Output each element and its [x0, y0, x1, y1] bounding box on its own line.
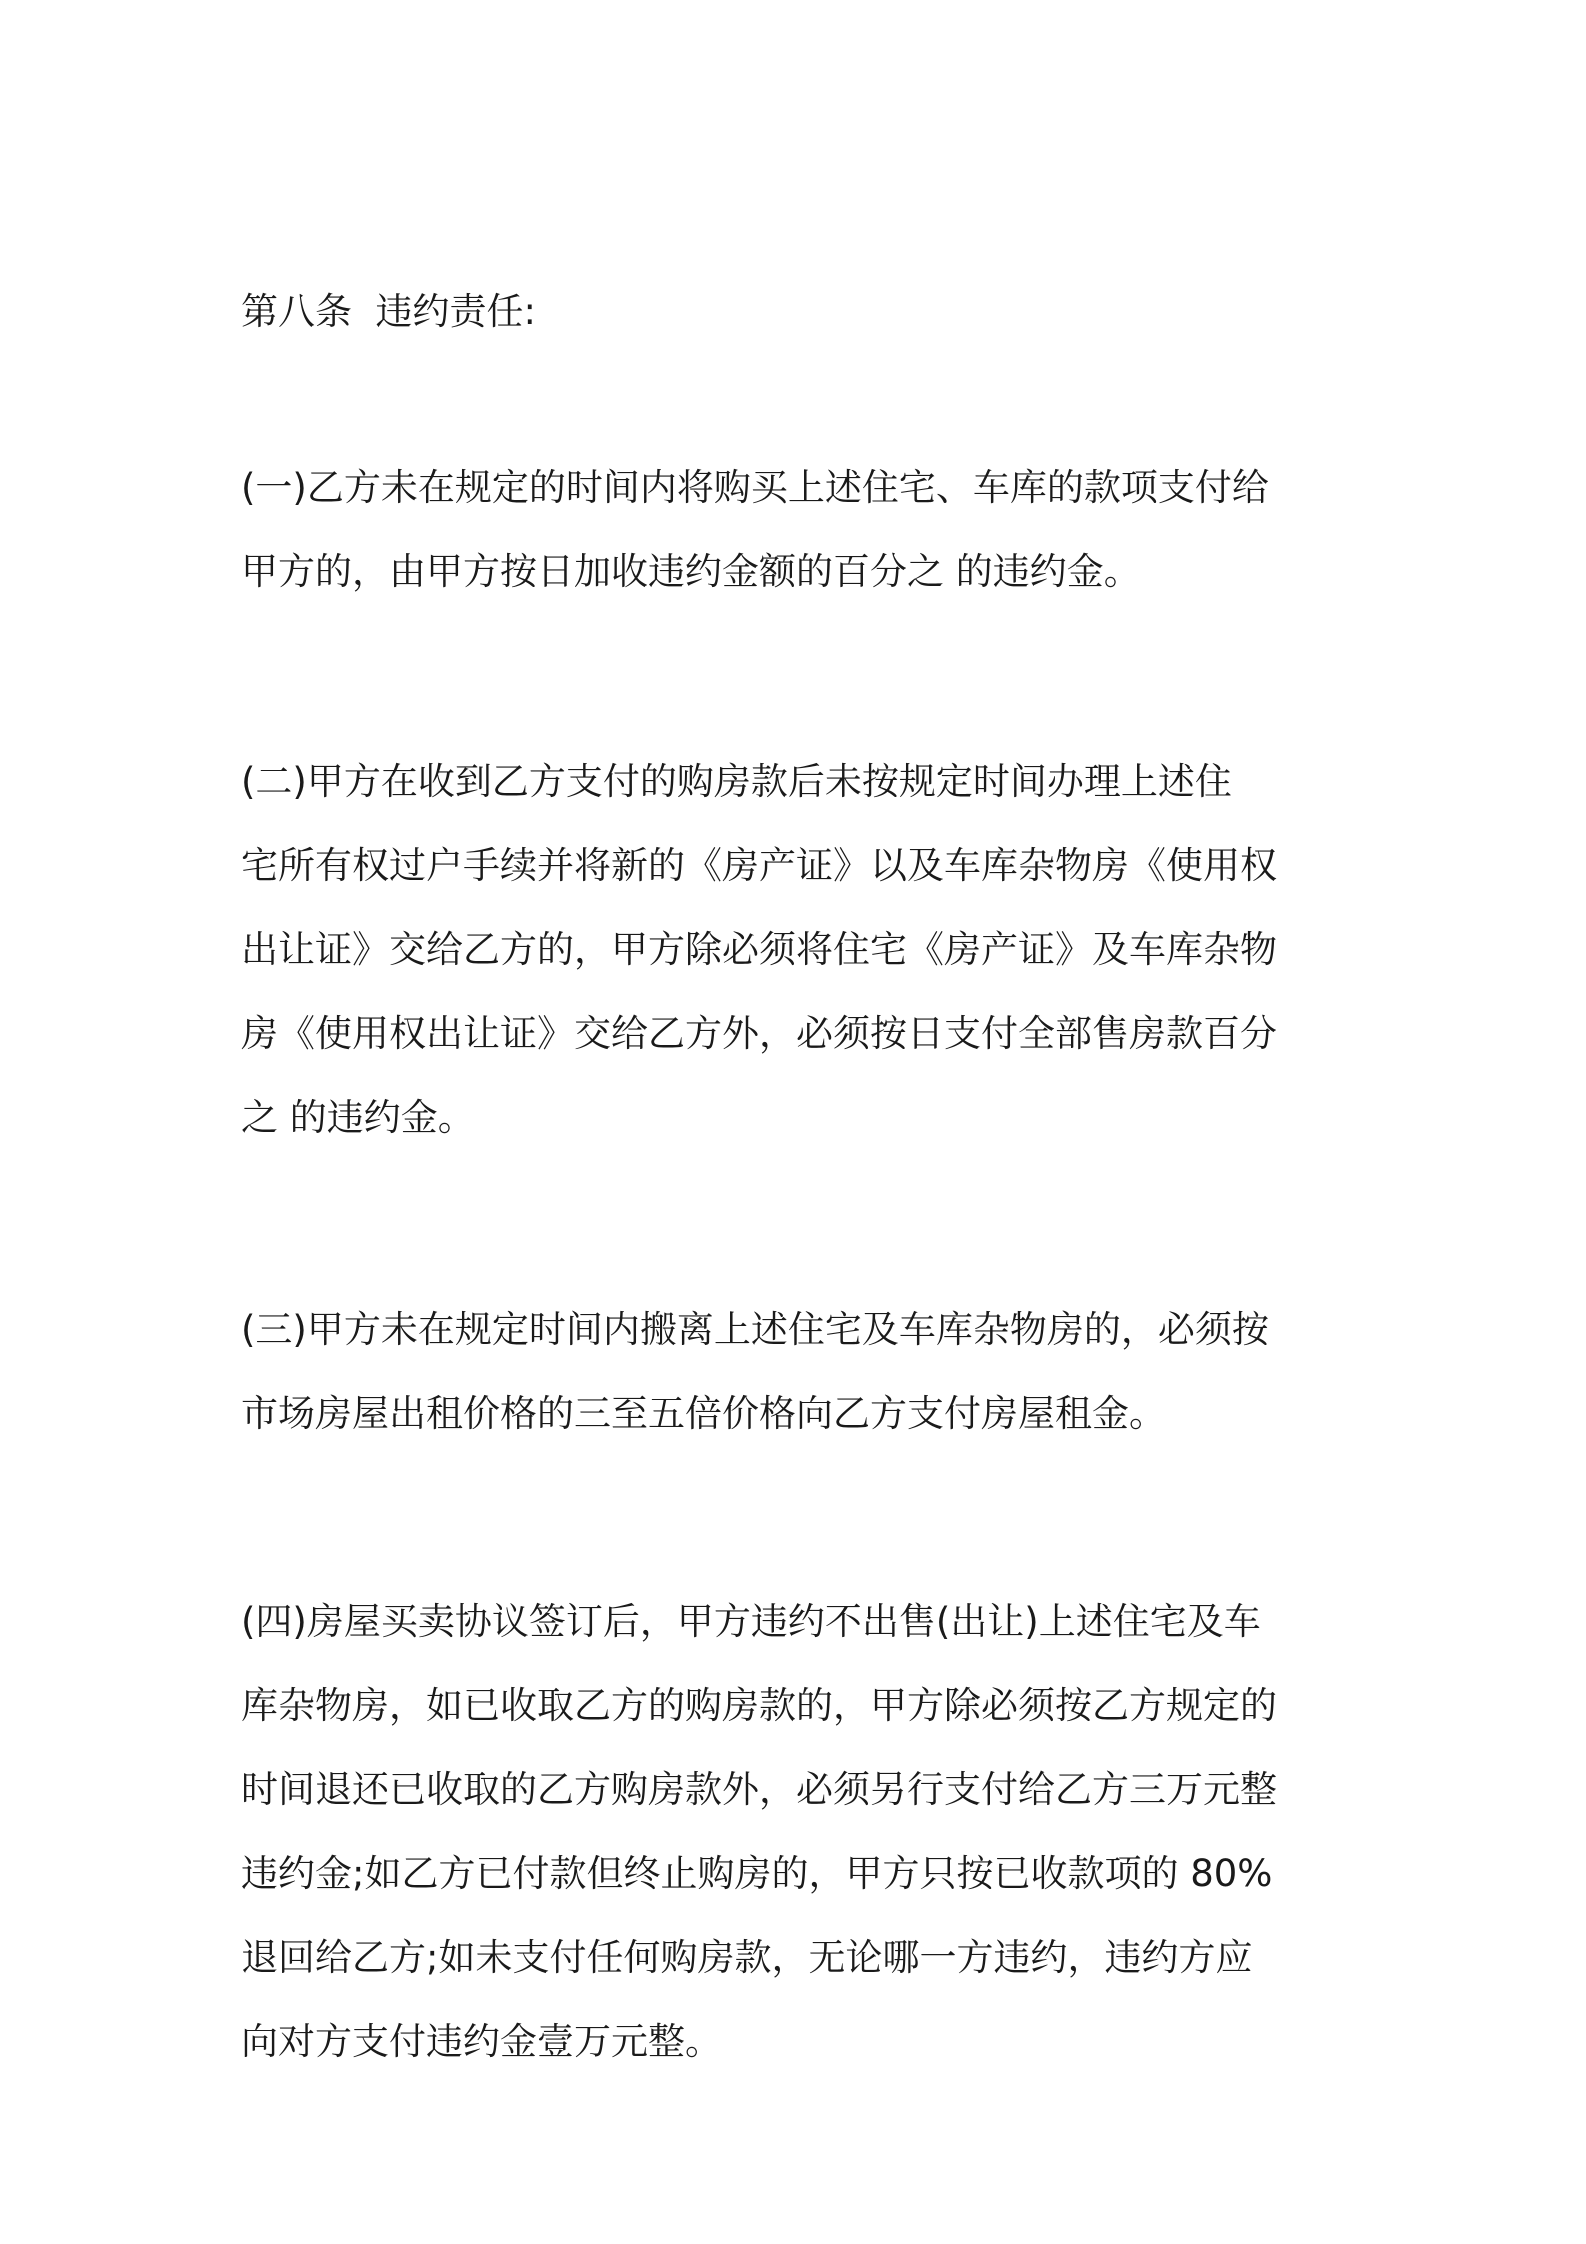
document-body — [241, 282, 1361, 2206]
article-heading: 第八条 违约责任: — [241, 290, 536, 333]
clause-3: (三)甲方未在规定时间内搬离上述住宅及车库杂物房的，必须按 市场房屋出租价格的三至五倍价格向乙方支付房屋租金。 — [241, 1308, 1269, 1435]
clause-4: (四)房屋买卖协议签订后，甲方违约不出售(出让)上述住宅及车 库杂物房，如已收取乙方的购房款的，甲方除必须按乙方规定的 时间退还已收取的乙方购房款外，必须另行支付给乙方三万元整 违约金;如乙方已付款但终止购房的，甲方只按已收款项的 80% 退回给乙方;如未支付任何购房款，无论哪一方违约，违约方应 向对方支付违约金壹万元整。 — [241, 1600, 1277, 2063]
clause-1: (一)乙方未在规定的时间内将购买上述住宅、车库的款项支付给 甲方的，由甲方按日加收违约金额的百分之 的违约金。 — [241, 466, 1269, 593]
clause-2: (二)甲方在收到乙方支付的购房款后未按规定时间办理上述住 宅所有权过户手续并将新的《房产证》以及车库杂物房《使用权 出让证》交给乙方的，甲方除必须将住宅《房产证》及车库杂物 房《使用权出让证》交给乙方外，必须按日支付全部售房款百分 之 的违约金。 — [241, 760, 1277, 1139]
